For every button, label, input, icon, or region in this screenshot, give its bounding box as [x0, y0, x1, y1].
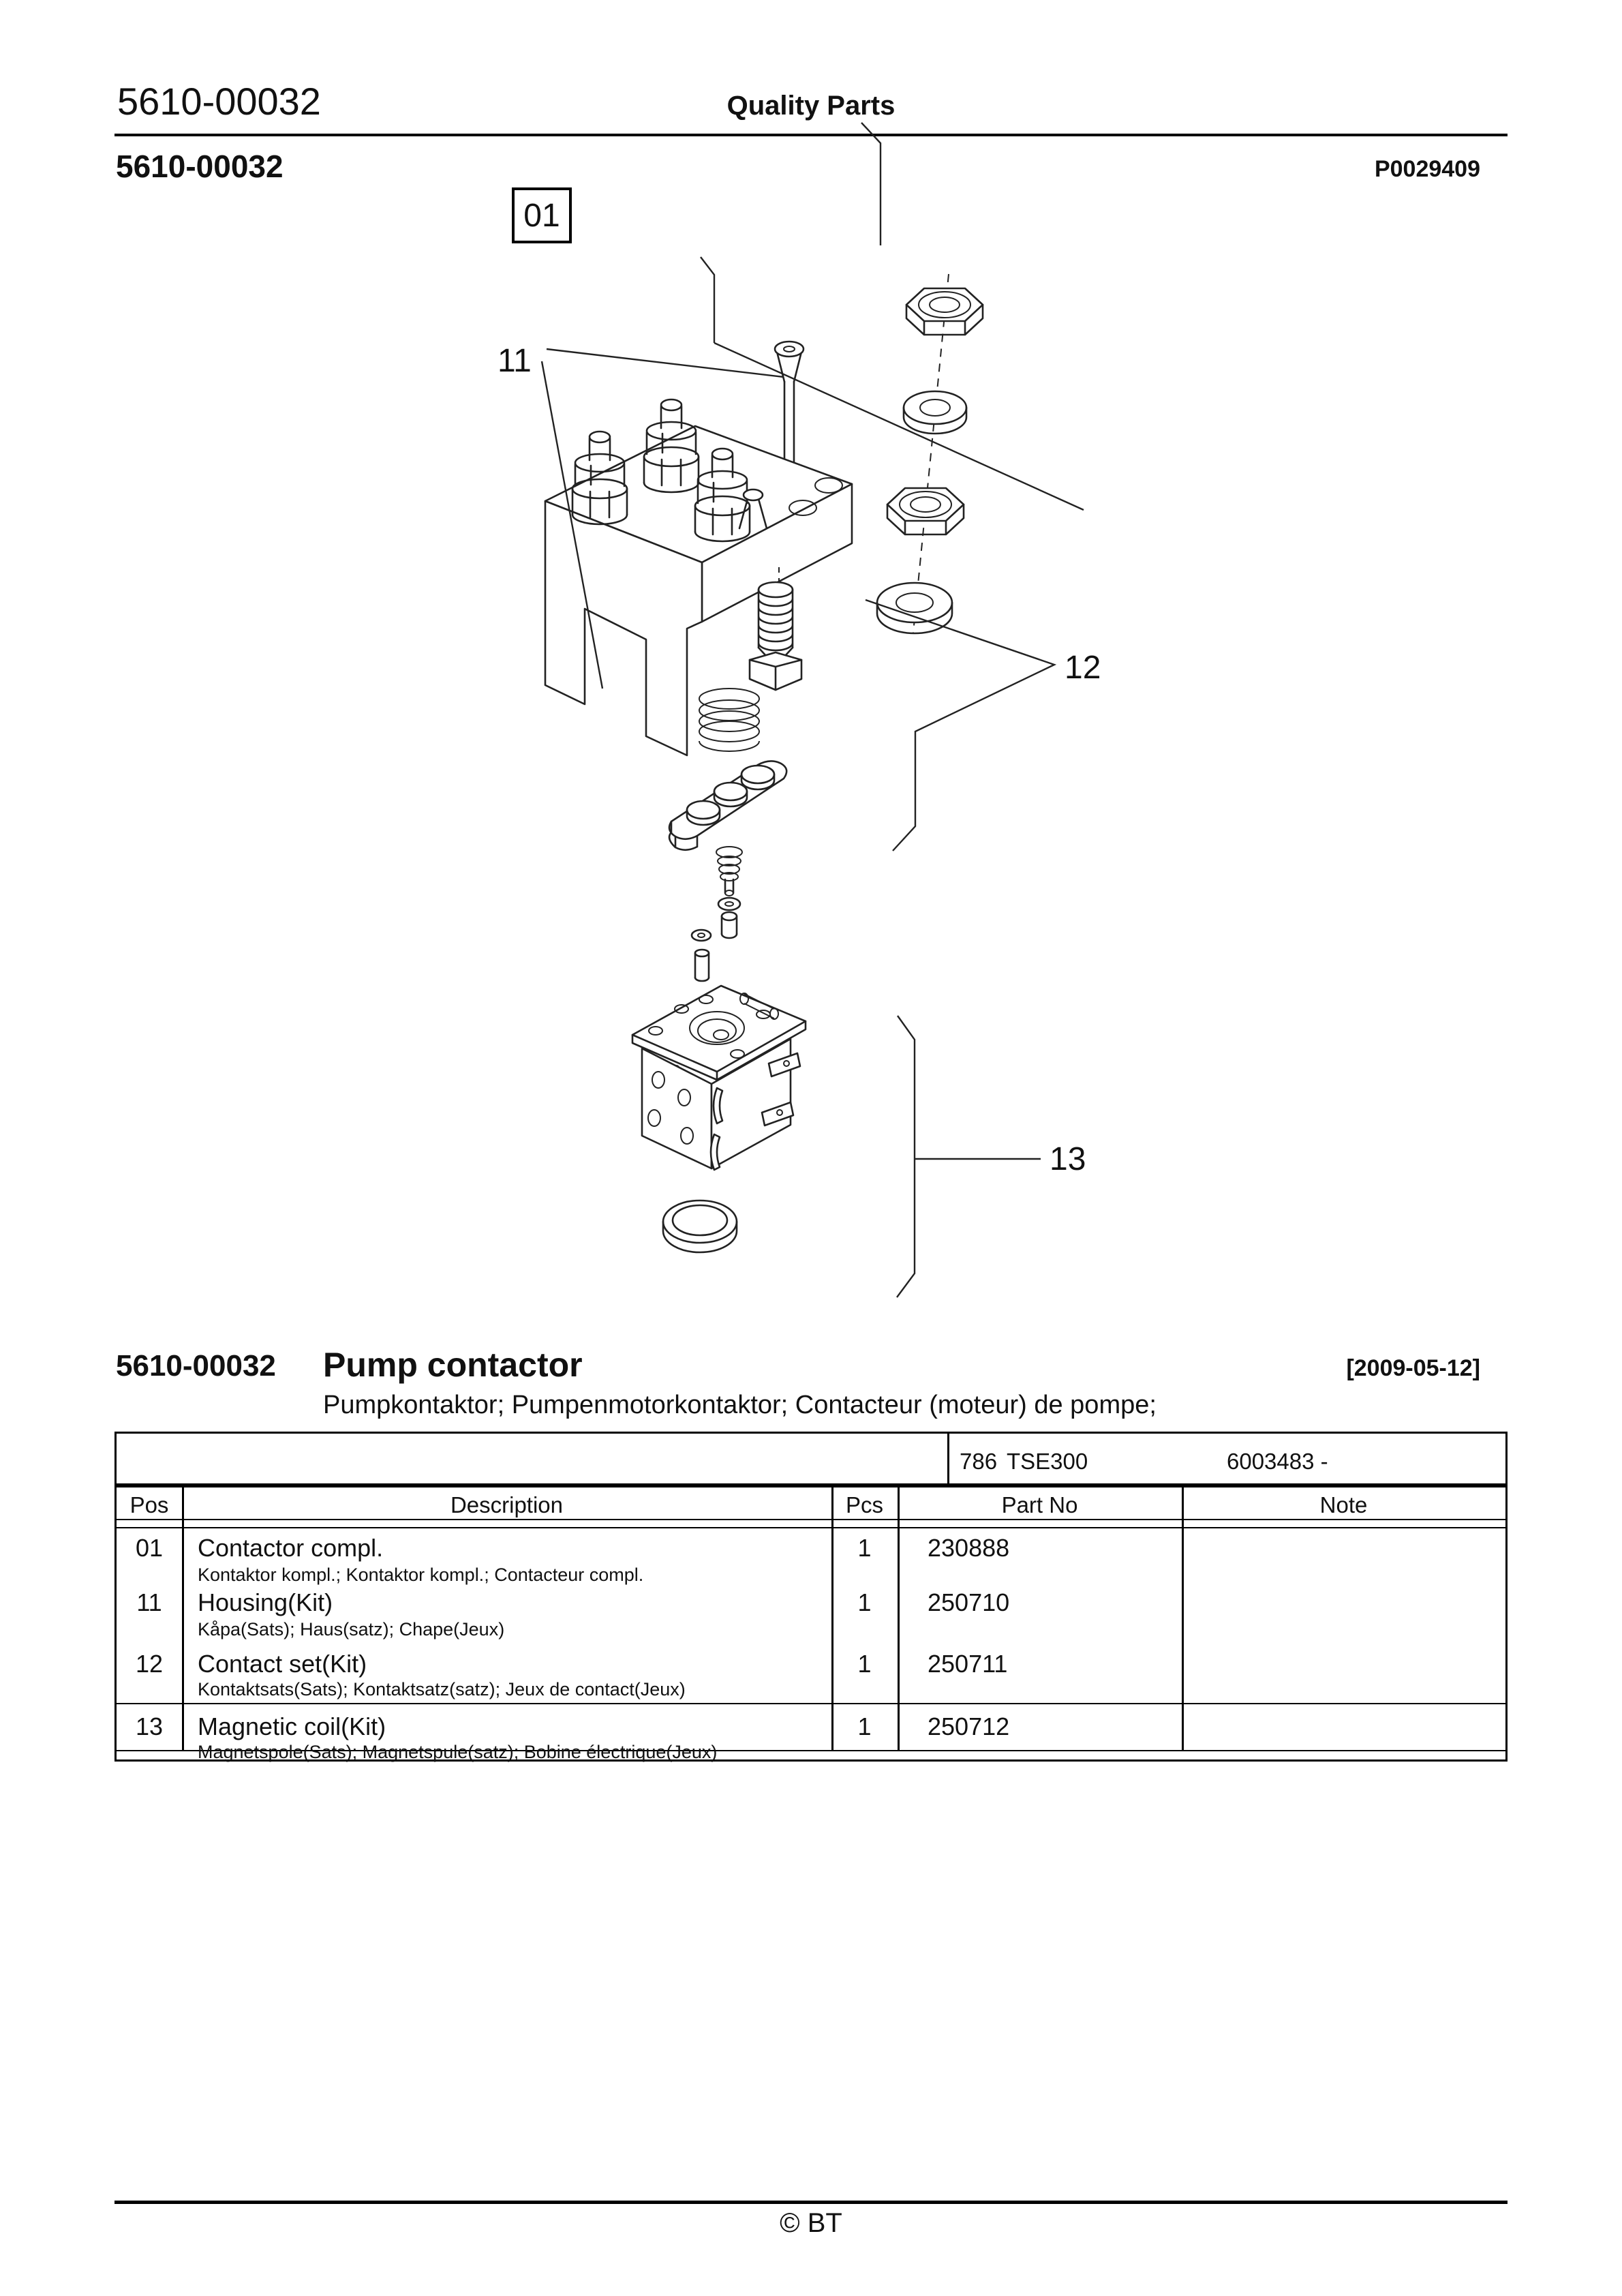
document-ref: P0029409 — [1374, 156, 1480, 182]
section-title: Pump contactor — [323, 1346, 583, 1384]
section-code: 5610-00032 — [116, 1349, 276, 1383]
row-pos: 12 — [135, 1650, 164, 1678]
row-pos: 13 — [135, 1712, 164, 1740]
col-divider-desc — [831, 1487, 833, 1750]
row-partno: 230888 — [928, 1534, 1010, 1562]
model-name: TSE300 — [1007, 1449, 1088, 1474]
header-pcs: Pcs — [845, 1492, 883, 1517]
header-partno: Part No — [1001, 1492, 1078, 1517]
o-ring — [663, 1200, 737, 1252]
row-pos: 11 — [136, 1588, 162, 1616]
col-divider-pcs — [898, 1487, 900, 1750]
page-header-brand: Quality Parts — [726, 91, 896, 121]
table-band-rule — [117, 1483, 1505, 1487]
row-partno: 250710 — [928, 1588, 1010, 1616]
row-description-alt: Magnetspole(Sats); Magnetspule(satz); Bobine électrique(Jeux) — [198, 1742, 718, 1762]
header-note: Note — [1319, 1492, 1368, 1517]
contact-set — [669, 582, 801, 938]
page-header-code: 5610-00032 — [117, 80, 321, 123]
callout-12: 12 — [1065, 650, 1101, 686]
housing — [545, 399, 852, 755]
table-headline-1 — [117, 1519, 1505, 1520]
row-description: Housing(Kit) — [198, 1588, 333, 1616]
row-pcs: 1 — [857, 1712, 872, 1740]
row-pcs: 1 — [857, 1650, 872, 1678]
footer-copyright: © BT — [780, 2208, 842, 2238]
section-subtitle: Pumpkontaktor; Pumpenmotorkontaktor; Contacteur (moteur) de pompe; — [323, 1391, 1157, 1419]
row-partno: 250711 — [928, 1650, 1008, 1678]
row-pcs: 1 — [857, 1534, 872, 1562]
col-divider-pos — [182, 1487, 184, 1750]
row-description: Contact set(Kit) — [198, 1650, 367, 1678]
row-description: Contactor compl. — [198, 1534, 384, 1562]
row-description-alt: Kåpa(Sats); Haus(satz); Chape(Jeux) — [198, 1619, 505, 1640]
header-pos: Pos — [129, 1492, 169, 1517]
callout-13: 13 — [1050, 1141, 1086, 1177]
row-description-alt: Kontaktor kompl.; Kontaktor kompl.; Contacteur compl. — [198, 1565, 644, 1585]
contact-spring — [699, 689, 759, 751]
section-date: [2009-05-12] — [1346, 1355, 1480, 1381]
callout-11: 11 — [498, 343, 532, 379]
row-description: Magnetic coil(Kit) — [198, 1712, 386, 1740]
model-number: 786 — [960, 1449, 998, 1474]
parts-table — [114, 1432, 1508, 1762]
fastener-stack — [877, 274, 983, 633]
col-divider-partno — [1182, 1487, 1184, 1750]
plunger-parts — [716, 847, 742, 938]
row-pcs: 1 — [857, 1588, 872, 1616]
serial-range: 6003483 - — [1227, 1449, 1328, 1474]
header-description: Description — [450, 1492, 564, 1517]
footer-rule — [114, 2201, 1508, 2204]
row-pos: 01 — [135, 1534, 164, 1562]
magnetic-coil — [632, 930, 806, 1252]
table-row-separator — [117, 1703, 1505, 1704]
figure-ref-label: 01 — [523, 197, 560, 234]
contact-bridge — [669, 761, 786, 849]
table-band-divider — [947, 1434, 949, 1483]
row-partno: 250712 — [928, 1712, 1010, 1740]
row-description-alt: Kontaktsats(Sats); Kontaktsatz(satz); Jeux de contact(Jeux) — [198, 1679, 686, 1700]
document-code: 5610-00032 — [116, 149, 284, 184]
table-headline-2 — [117, 1527, 1505, 1528]
